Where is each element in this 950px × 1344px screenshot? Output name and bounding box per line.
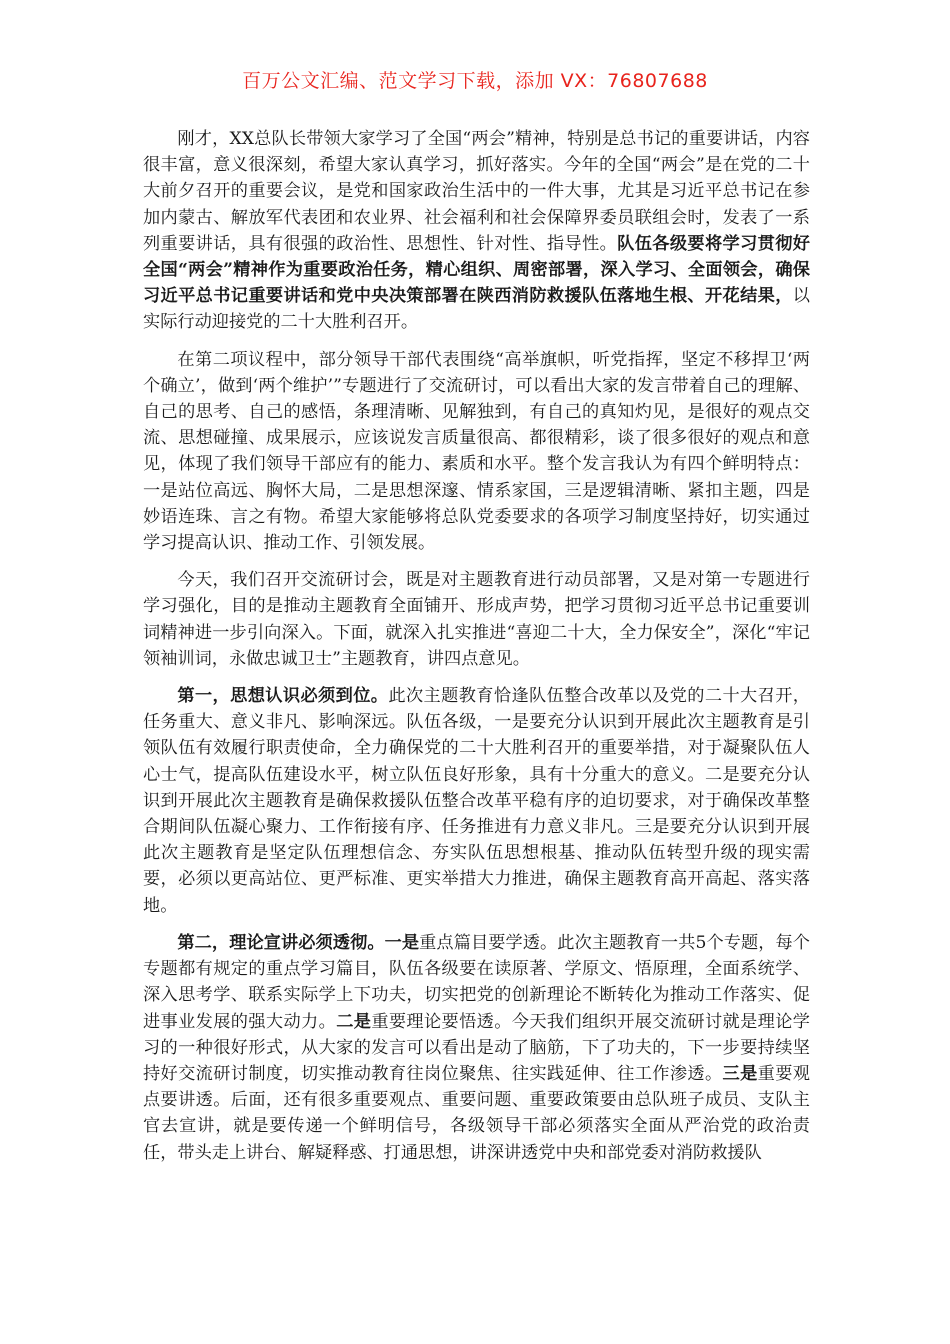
paragraph-1-text: 刚才，XX总队长带领大家学习了全国“两会”精神，特别是总书记的重要讲话，内容很丰富，意义很深刻，希望大家认真学习，抓好落实。今年的全国“两会”是在党的二十大前夕召开的重要会议，是党和国家政治生活中的一件大事，尤其是习近平总书记在参加内蒙古、解放军代表团和农业界、社会福利和社会保障界委员联组会时，发表了一系列重要讲话，具有很强的政治性、思想性、针对性、指导性。 xyxy=(143,129,810,254)
paragraph-5 xyxy=(143,930,810,1166)
point-text-1: 重点篇目要学透。此次主题教育一共5个专题，每个专题都有规定的重点学习篇目，队伍各级要在读原著、学原文、悟原理，全面系统学、深入思考学、联系实际学上下功夫，切实把党的创新理论不断转化为推动工作落实、促进事业发展的强大动力。 xyxy=(143,932,810,1032)
point-marker-1: 一是 xyxy=(384,932,420,953)
paragraph-1-closing: 以实际行动迎接党的二十大胜利召开。 xyxy=(143,286,810,333)
document-body xyxy=(143,126,810,1166)
promo-header: 百万公文汇编、范文学习下载，添加 VX：76807688 xyxy=(242,70,708,92)
paragraph-3: 今天，我们召开交流研讨会，既是对主题教育进行动员部署，又是对第一专题进行学习强化，目的是推动主题教育全面铺开、形成声势，把学习贯彻习近平总书记重要训词精神进一步引向深入。下面，就深入扎实推进“喜迎二十大，全力保安全”，深化“牢记领袖训词，永做忠诚卫士”主题教育，讲四点意见。 xyxy=(143,570,810,669)
paragraph-1-emphasis: 队伍各级要将学习贯彻好全国“两会”精神作为重要政治任务，精心组织、周密部署，深入学习、全面领会，确保习近平总书记重要讲话和党中央决策部署在陕西消防救援队伍落地生根、开花结果， xyxy=(143,233,810,307)
paragraph-2: 在第二项议程中，部分领导干部代表围绕“高举旗帜，听党指挥，坚定不移捍卫‘两个确立’，做到‘两个维护’”专题进行了交流研讨，可以看出大家的发言带着自己的理解、自己的思考、自己的感悟，条理清晰、见解独到，有自己的真知灼见，是很好的观点交流、思想碰撞、成果展示，应该说发言质量很高、都很精彩，谈了很多很好的观点和意见，体现了我们领导干部应有的能力、素质和水平。整个发言我认为有四个鲜明特点：一是站位高远、胸怀大局，二是思想深邃、情系家国，三是逻辑清晰、紧扣主题，四是妙语连珠、言之有物。希望大家能够将总队党委要求的各项学习制度坚持好，切实通过学习提高认识、推动工作、引领发展。 xyxy=(143,349,810,554)
paragraph-1 xyxy=(143,126,810,336)
point-marker-2: 二是 xyxy=(336,1011,372,1032)
section-heading-1: 第一，思想认识必须到位。 xyxy=(177,686,389,707)
point-text-2: 重要理论要悟透。今天我们组织开展交流研讨就是理论学习的一种很好形式，从大家的发言可以看出是动了脑筋，下了功夫的，下一步要持续坚持好交流研讨制度，切实推动教育往岗位聚焦、往实践延伸、往工作渗透。 xyxy=(143,1011,810,1084)
point-marker-3: 三是 xyxy=(722,1063,758,1084)
paragraph-4-text: 此次主题教育恰逢队伍整合改革以及党的二十大召开，任务重大、意义非凡、影响深远。队伍各级，一是要充分认识到开展此次主题教育是引领队伍有效履行职责使命，全力确保党的二十大胜利召开的重要举措，对于凝聚队伍人心士气，提高队伍建设水平，树立队伍良好形象，具有十分重大的意义。二是要充分认识到开展此次主题教育是确保救援队伍整合改革平稳有序的迫切要求，对于确保改革整合期间队伍凝心聚力、工作衔接有序、任务推进有力意义非凡。三是要充分认识到开展此次主题教育是坚定队伍理想信念、夯实队伍思想根基、推动队伍转型升级的现实需要，必须以更高站位、更严标准、更实举措大力推进，确保主题教育高开高起、落实落地。 xyxy=(143,686,810,916)
section-heading-2: 第二，理论宣讲必须透彻。 xyxy=(177,932,385,953)
point-text-3: 重要观点要讲透。后面，还有很多重要观点、重要问题、重要政策要由总队班子成员、支队主官去宣讲，就是要传递一个鲜明信号，各级领导干部必须落实全面从严治党的政治责任，带头走上讲台、解疑释惑、打通思想，讲深讲透党中央和部党委对消防救援队 xyxy=(143,1063,810,1163)
paragraph-4 xyxy=(143,683,810,919)
